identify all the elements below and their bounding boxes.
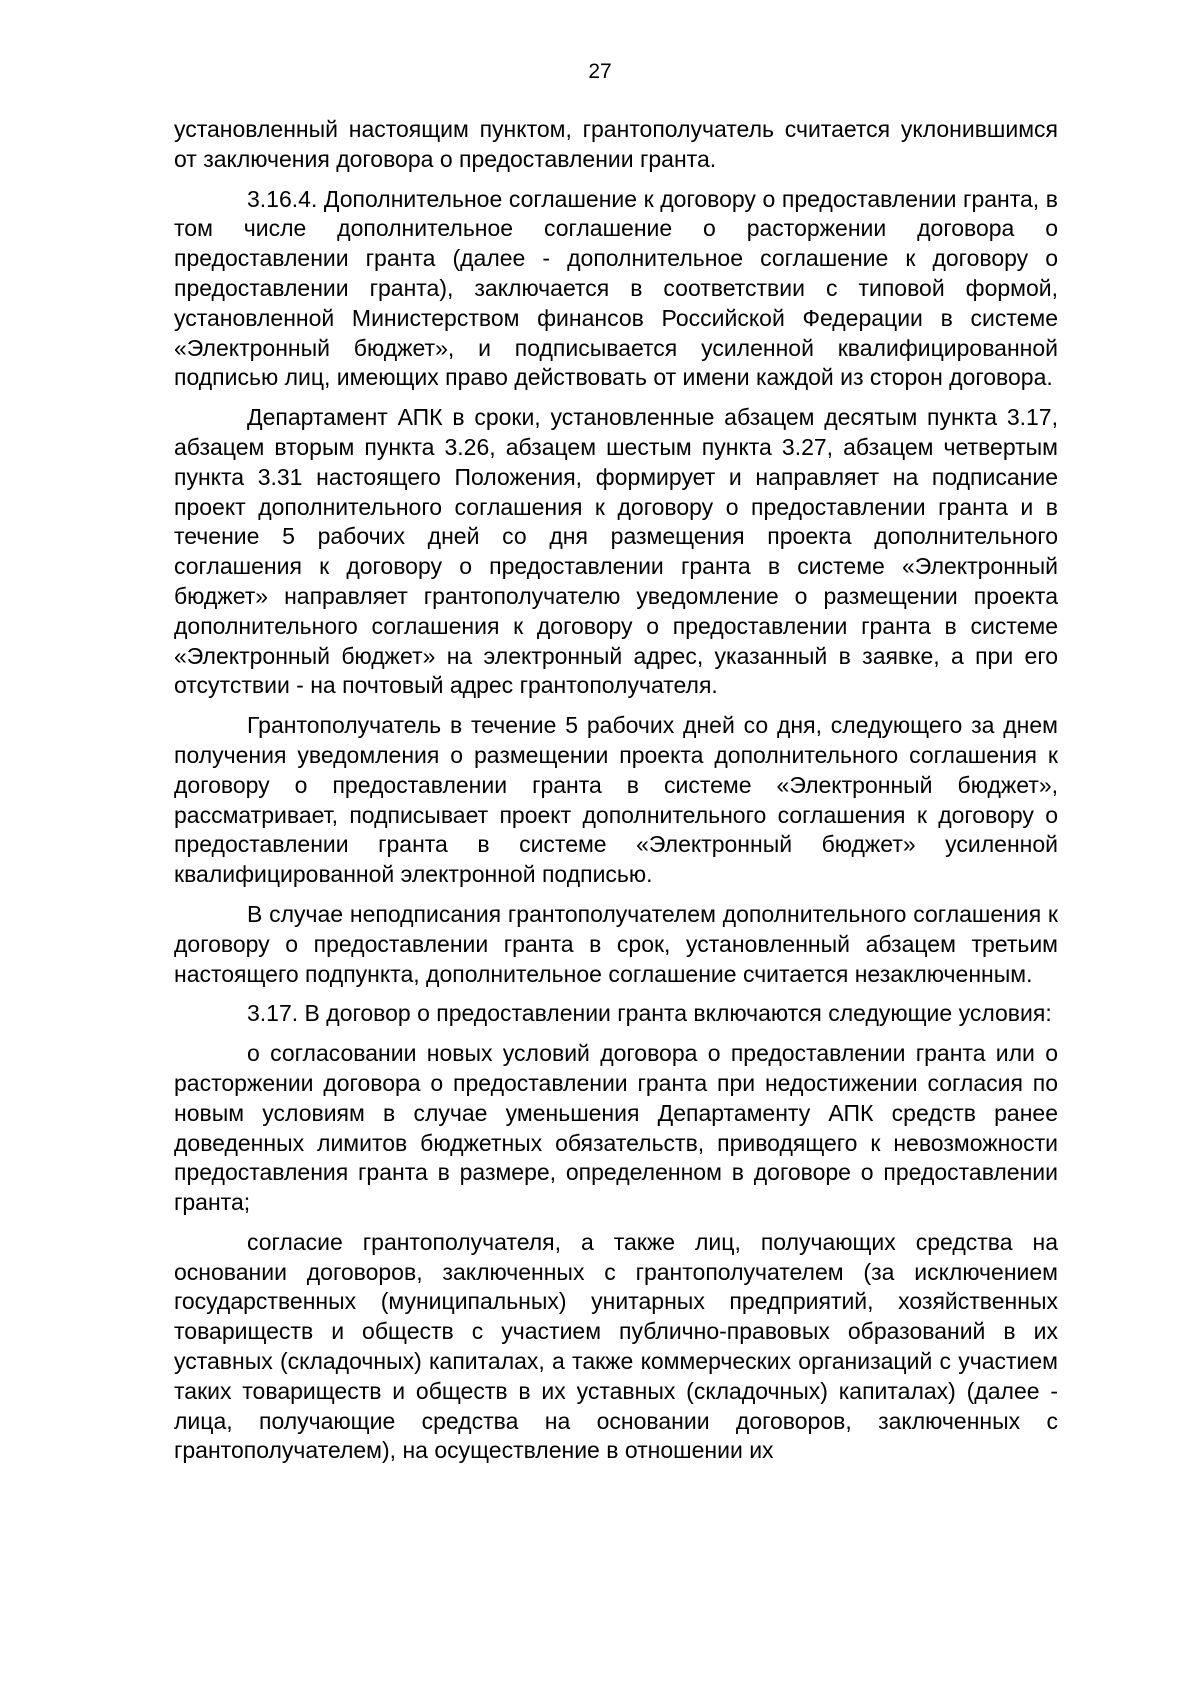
paragraph-grant-recipient: Грантополучатель в течение 5 рабочих дней со дня, следующего за днем получения уведомления о размещении проекта дополнительного соглашения к договору о предоставлении гранта в системе «Электронный бюджет», рассматривает, подписывает проект дополнительного соглашения к договору о предоставлении гранта в системе «Электронный бюджет» усиленной квалифицированной электронной подписью. (174, 712, 1058, 888)
paragraph-new-conditions: о согласовании новых условий договора о предоставлении гранта или о расторжении договора о предоставлении гранта при недостижении согласия по новым условиям в случае уменьшения Департаменту АПК средств ранее доведенных лимитов бюджетных обязательств, приводящего к невозможности предоставления гранта в размере, определенном в договоре о предоставлении гранта; (174, 1040, 1058, 1216)
paragraph-not-signed: В случае неподписания грантополучателем дополнительного соглашения к договору о предоставлении гранта в срок, установленный абзацем третьим настоящего подпункта, дополнительное соглашение считается незаключенным. (174, 900, 1058, 987)
paragraph-continuation: установленный настоящим пунктом, грантополучатель считается уклонившимся от заключения договора о предоставлении гранта. (174, 116, 1058, 172)
paragraph-consent: согласие грантополучателя, а также лиц, получающих средства на основании договоров, заключенных с грантополучателем (за исключением государственных (муниципальных) унитарных предприятий, хозяйственных товариществ и обществ с участием публично-правовых образований в их уставных (складочных) капиталах, а также коммерческих организаций с участием таких товариществ и обществ в их уставных (складочных) капиталах) (далее - лица, получающие средства на основании договоров, заключенных с грантополучателем), на осуществление в отношении их (174, 1228, 1058, 1464)
paragraph-3-17: 3.17. В договор о предоставлении гранта включаются следующие условия: (247, 1000, 1052, 1027)
document-body (174, 115, 1058, 1476)
paragraph-3-16-4: 3.16.4. Дополнительное соглашение к договору о предоставлении гранта, в том числе дополнительное соглашение о расторжении договора о предоставлении гранта (далее - дополнительное соглашение к договору о предоставлении гранта), заключается в соответствии с типовой формой, установленной Министерством финансов Российской Федерации в системе «Электронный бюджет», и подписывается усиленной квалифицированной подписью лиц, имеющих право действовать от имени каждой из сторон договора. (174, 185, 1058, 391)
paragraph-department-apk: Департамент АПК в сроки, установленные абзацем десятым пункта 3.17, абзацем вторым пункта 3.26, абзацем шестым пункта 3.27, абзацем четвертым пункта 3.31 настоящего Положения, формирует и направляет на подписание проект дополнительного соглашения к договору о предоставлении гранта и в течение 5 рабочих дней со дня размещения проекта дополнительного соглашения к договору о предоставлении гранта в системе «Электронный бюджет» направляет грантополучателю уведомление о размещении проекта дополнительного соглашения к договору о предоставлении гранта в системе «Электронный бюджет» на электронный адрес, указанный в заявке, а при его отсутствии - на почтовый адрес грантополучателя. (174, 404, 1058, 699)
page-number: 27 (588, 60, 612, 83)
